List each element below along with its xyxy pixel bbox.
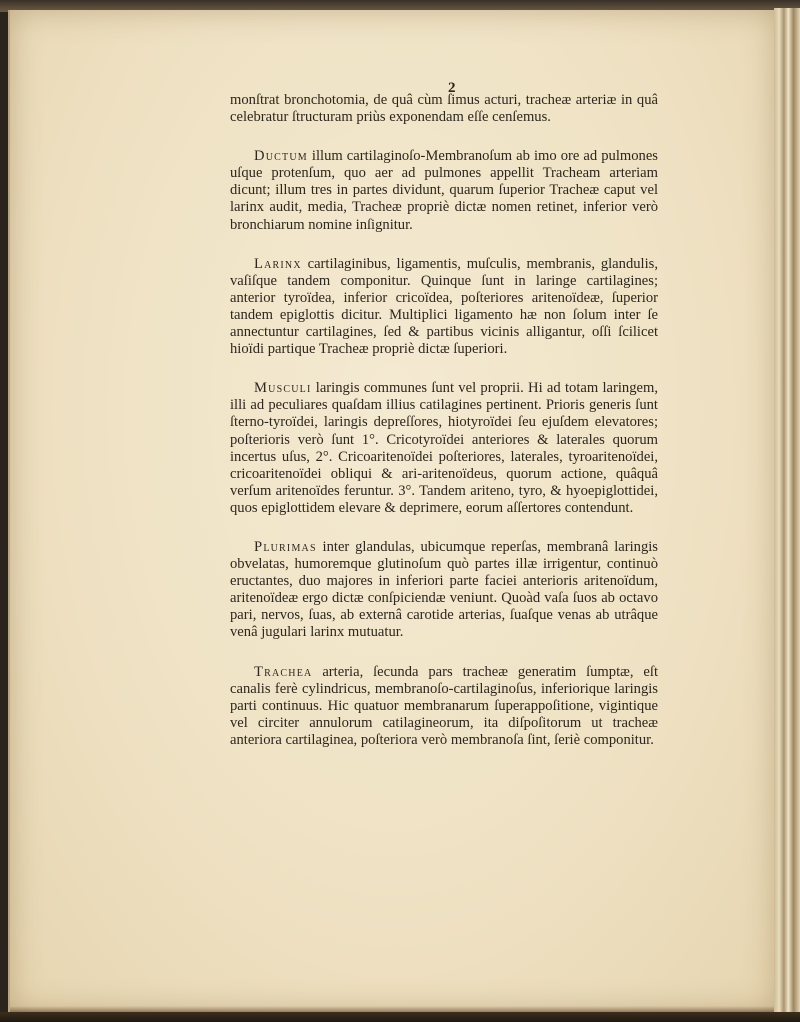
paragraph-text: inter glandulas, ubicumque reperſas, membranâ laringis obvelatas, humoremque glutinoſum quò partes illæ irrigentur, continuò eructantes, duo majores in inferiori parte faciei anterioris aritenoïdum, aritenoïdeæ ergo dictæ conſpiciendæ veniunt. Quoàd vaſa ſuos ab octavo pari, nervos, ſuas, ab externâ carotide arterias, ſuaſque venas ab utrâque venâ jugulari larinx mutuatur.	[230, 538, 658, 641]
paragraph-larinx	[230, 256, 658, 359]
page-text	[230, 92, 658, 771]
paragraph-text: monſtrat bronchotomia, de quâ cùm ſimus acturi, tracheæ arteriæ in quâ celebratur ſtructuram priùs exponendam eſſe cenſemus.	[230, 92, 658, 126]
page-number: 2	[448, 80, 456, 96]
paragraph-plurimas	[230, 539, 658, 642]
paragraph-text: cartilaginibus, ligamentis, muſculis, membranis, glandulis, vaſiſque tandem componitur. Quinque ſunt in laringe cartilagines; anterior tyroïdea, inferior cricoïdea, poſteriores aritenoïdeæ, ſuperior tandem epiglottis dicitur. Multiplici ligamento hæ non ſolum inter ſe annectuntur cartilagines, ſed & partibus vicinis alligantur, oſſi ſcilicet hioïdi partique Tracheæ propriè dictæ ſuperiori.	[230, 255, 658, 358]
paragraph-lead: Larinx	[254, 255, 302, 272]
book-gutter	[774, 8, 800, 1014]
paragraph-lead: Plurimas	[254, 538, 317, 555]
paragraph-lead: Ductum	[254, 148, 308, 165]
paragraph-text: laringis communes ſunt vel proprii. Hi ad totam laringem, illi ad peculiares quaſdam illius catilagines pertinent. Prioris generis ſunt ſterno-tyroïdei, laringis depreſſores, hiotyroïdei ſeu ejuſdem elevatores; poſterioris verò ſunt 1°. Cricotyroïdei anteriores & laterales quorum incertus uſus, 2°. Cricoaritenoïdei poſteriores, laterales, tyroaritenoïdei, cricoaritenoïdei obliqui & ari-aritenoïdeus, quorum actione, quâquâ verſum aritenoïdes feruntur. 3°. Tandem ariteno, tyro, & hyoepiglottidei, quos epiglottidem elevare & deprimere, eorum aſſertores contendunt.	[230, 380, 658, 516]
paragraph-intro	[230, 92, 658, 126]
paragraph-musculi	[230, 380, 658, 517]
book-bottom-edge	[0, 1012, 800, 1022]
paragraph-lead: Trachea	[254, 663, 313, 680]
paragraph-text: arteria, ſecunda pars tracheæ generatim ſumptæ, eſt canalis ferè cylindricus, membranoſo-cartilaginoſus, inferiorique laringis parti continuus. Hic quatuor membranarum ſuperappoſitione, vigintique vel circiter annulorum catilagineorum, ita diſpoſitorum ut tracheæ anteriora cartilaginea, poſteriora verò membranoſa ſint, ſeriè componitur.	[230, 663, 658, 748]
paragraph-ductum	[230, 148, 658, 233]
paragraph-trachea	[230, 664, 658, 749]
paragraph-text: illum cartilaginoſo-Membranoſum ab imo ore ad pulmones uſque protenſum, quo aer ad pulmones appellit Tracheam arteriam dicunt; illum tres in partes dividunt, quarum ſuperior Tracheæ caput vel larinx audit, media, Tracheæ propriè dictæ nomen retinet, inferior verò bronchiarum nomine inſignitur.	[230, 148, 658, 233]
paragraph-lead: Musculi	[254, 380, 312, 397]
